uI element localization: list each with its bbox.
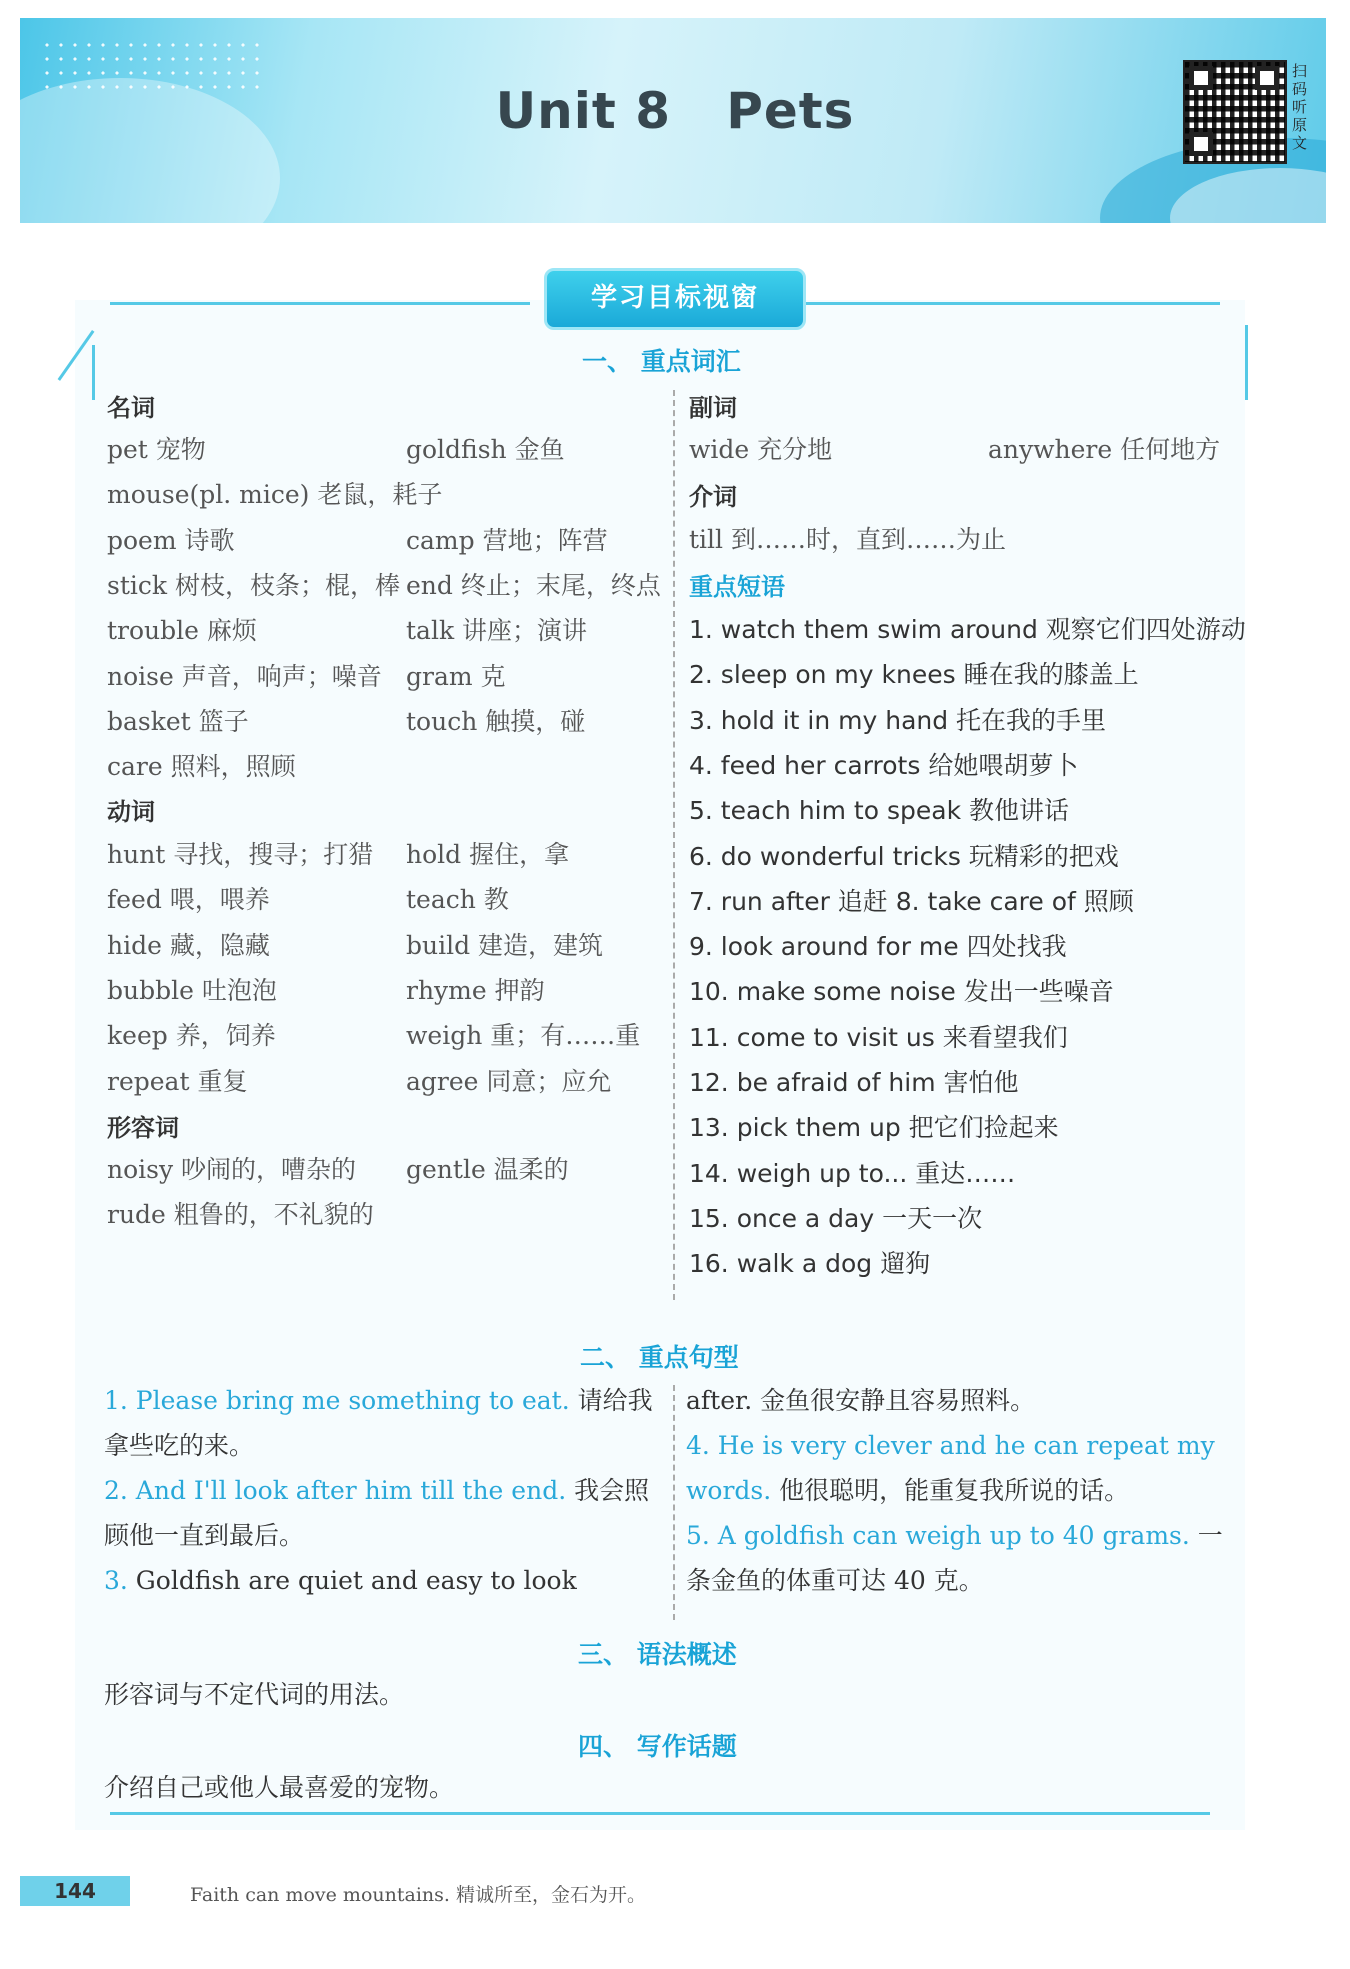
phrase-item: 10. make some noise 发出一些噪音 (689, 977, 1114, 1007)
vocab-item: keep 养，饲养 (107, 1021, 276, 1051)
vocab-item: mouse(pl. mice) 老鼠，耗子 (107, 480, 443, 510)
sentence-chinese: 他很聪明，能重复我所说的话。 (771, 1476, 1130, 1505)
section-writing-title: 四、 写作话题 (578, 1732, 737, 1761)
page-number: 144 (20, 1876, 130, 1906)
vocab-item: poem 诗歌 (107, 525, 235, 555)
category-adj: 形容词 (107, 1114, 179, 1142)
vocab-item: camp 营地；阵营 (406, 525, 608, 555)
vocab-item: gram 克 (406, 661, 506, 691)
vocab-item: gentle 温柔的 (406, 1155, 569, 1184)
phrase-item: 7. run after 追赶 8. take care of 照顾 (689, 886, 1134, 916)
category-adv: 副词 (689, 394, 737, 422)
writing-text: 介绍自己或他人最喜爱的宠物。 (104, 1773, 455, 1802)
vocab-item: noisy 吵闹的，嘈杂的 (107, 1155, 357, 1184)
phrase-item: 14. weigh up to... 重达…… (689, 1158, 1016, 1188)
vocab-item: repeat 重复 (107, 1066, 248, 1096)
sentence-chinese: 一条金鱼的体重可达 40 克。 (686, 1521, 1223, 1595)
sentence-chinese: after. 金鱼很安静且容易照料。 (686, 1386, 1036, 1415)
vocab-item: feed 喂，喂养 (107, 885, 270, 915)
sentence-chinese: 我会照顾他一直到最后。 (104, 1476, 650, 1550)
category-prep: 介词 (689, 483, 737, 511)
section-badge: 学习目标视窗 (544, 268, 806, 330)
sentence-item (686, 1513, 1238, 1603)
qr-label: 扫码听原文 (1292, 62, 1308, 152)
sentence-chinese: 请给我拿些吃的来。 (104, 1386, 653, 1460)
phrase-item: 16. walk a dog 遛狗 (689, 1249, 931, 1279)
grammar-text: 形容词与不定代词的用法。 (104, 1680, 405, 1709)
phrase-item: 11. come to visit us 来看望我们 (689, 1022, 1068, 1052)
phrase-item: 4. feed her carrots 给她喂胡萝卜 (689, 750, 1079, 780)
vocab-item: goldfish 金鱼 (406, 435, 565, 464)
phrase-item: 2. sleep on my knees 睡在我的膝盖上 (689, 660, 1139, 690)
adv-item: wide 充分地 (689, 435, 833, 464)
qr-code-icon[interactable] (1183, 60, 1287, 164)
frame-top-left (110, 302, 530, 305)
sentence-item (104, 1468, 654, 1558)
sentence-english: 4. He is very clever and he can repeat my words. (686, 1431, 1215, 1505)
section-sentences-title: 二、 重点句型 (580, 1343, 739, 1372)
sentence-english: 1. Please bring me something to eat. (104, 1386, 570, 1415)
vocab-item: noise 声音，响声；噪音 (107, 661, 382, 691)
phrase-item: 6. do wonderful tricks 玩精彩的把戏 (689, 841, 1119, 871)
sentence-english: 3. (104, 1566, 128, 1595)
vocab-item: hide 藏，隐藏 (107, 930, 270, 960)
phrase-item: 15. once a day 一天一次 (689, 1203, 983, 1233)
sentence-list-right (686, 1378, 1238, 1603)
vocab-item: pet 宠物 (107, 435, 206, 464)
sentence-item (104, 1558, 654, 1603)
category-verb: 动词 (107, 798, 155, 826)
frame-left (92, 345, 95, 400)
vocab-item: hold 握住，拿 (406, 840, 570, 869)
adv-item: anywhere 任何地方 (988, 435, 1221, 464)
vocab-item: weigh 重；有……重 (406, 1021, 641, 1051)
vocab-item: agree 同意；应允 (406, 1066, 612, 1096)
column-divider (673, 1385, 675, 1620)
phrase-item: 3. hold it in my hand 托在我的手里 (689, 705, 1107, 735)
frame-right (1245, 325, 1248, 400)
vocab-item: bubble 吐泡泡 (107, 975, 277, 1005)
phrase-item: 12. be afraid of him 害怕他 (689, 1068, 1019, 1097)
category-noun: 名词 (107, 394, 155, 422)
vocab-item: trouble 麻烦 (107, 616, 257, 646)
sentence-english: 5. A goldfish can weigh up to 40 grams. (686, 1521, 1190, 1550)
vocab-item: hunt 寻找，搜寻；打猎 (107, 840, 374, 869)
section-grammar-title: 三、 语法概述 (578, 1640, 737, 1669)
column-divider (673, 390, 675, 1300)
prep-item: till 到……时，直到……为止 (689, 525, 1006, 554)
vocab-item: basket 篮子 (107, 706, 249, 736)
sentence-item (686, 1423, 1238, 1513)
vocab-item: rhyme 押韵 (406, 975, 545, 1005)
page-title: Unit 8 Pets (495, 82, 855, 140)
sentence-list-left (104, 1378, 654, 1603)
sentence-item (686, 1378, 1238, 1423)
phrase-item: 1. watch them swim around 观察它们四处游动 (689, 615, 1246, 644)
phrase-item: 13. pick them up 把它们捡起来 (689, 1113, 1059, 1143)
sentence-english: 2. And I'll look after him till the end. (104, 1476, 567, 1505)
section-vocab-title: 一、 重点词汇 (582, 347, 741, 376)
phrase-item: 5. teach him to speak 教他讲话 (689, 796, 1069, 826)
phrase-item: 9. look around for me 四处找我 (689, 932, 1067, 962)
category-phrases: 重点短语 (689, 573, 785, 601)
sentence-item (104, 1378, 654, 1468)
frame-bottom (110, 1812, 1210, 1815)
vocab-item: build 建造，建筑 (406, 930, 604, 960)
vocab-item: end 终止；末尾，终点 (406, 570, 661, 600)
vocab-item: touch 触摸，碰 (406, 706, 586, 736)
vocab-item: stick 树枝，枝条；棍，棒 (107, 570, 400, 600)
vocab-item: talk 讲座；演讲 (406, 616, 588, 646)
frame-top-right (800, 302, 1220, 305)
vocab-item: teach 教 (406, 885, 509, 915)
vocab-item: care 照料，照顾 (107, 752, 296, 782)
vocab-item: rude 粗鲁的，不礼貌的 (107, 1200, 374, 1230)
sentence-chinese: Goldfish are quiet and easy to look (127, 1566, 577, 1595)
footer-motto: Faith can move mountains. 精诚所至，金石为开。 (190, 1884, 646, 1906)
